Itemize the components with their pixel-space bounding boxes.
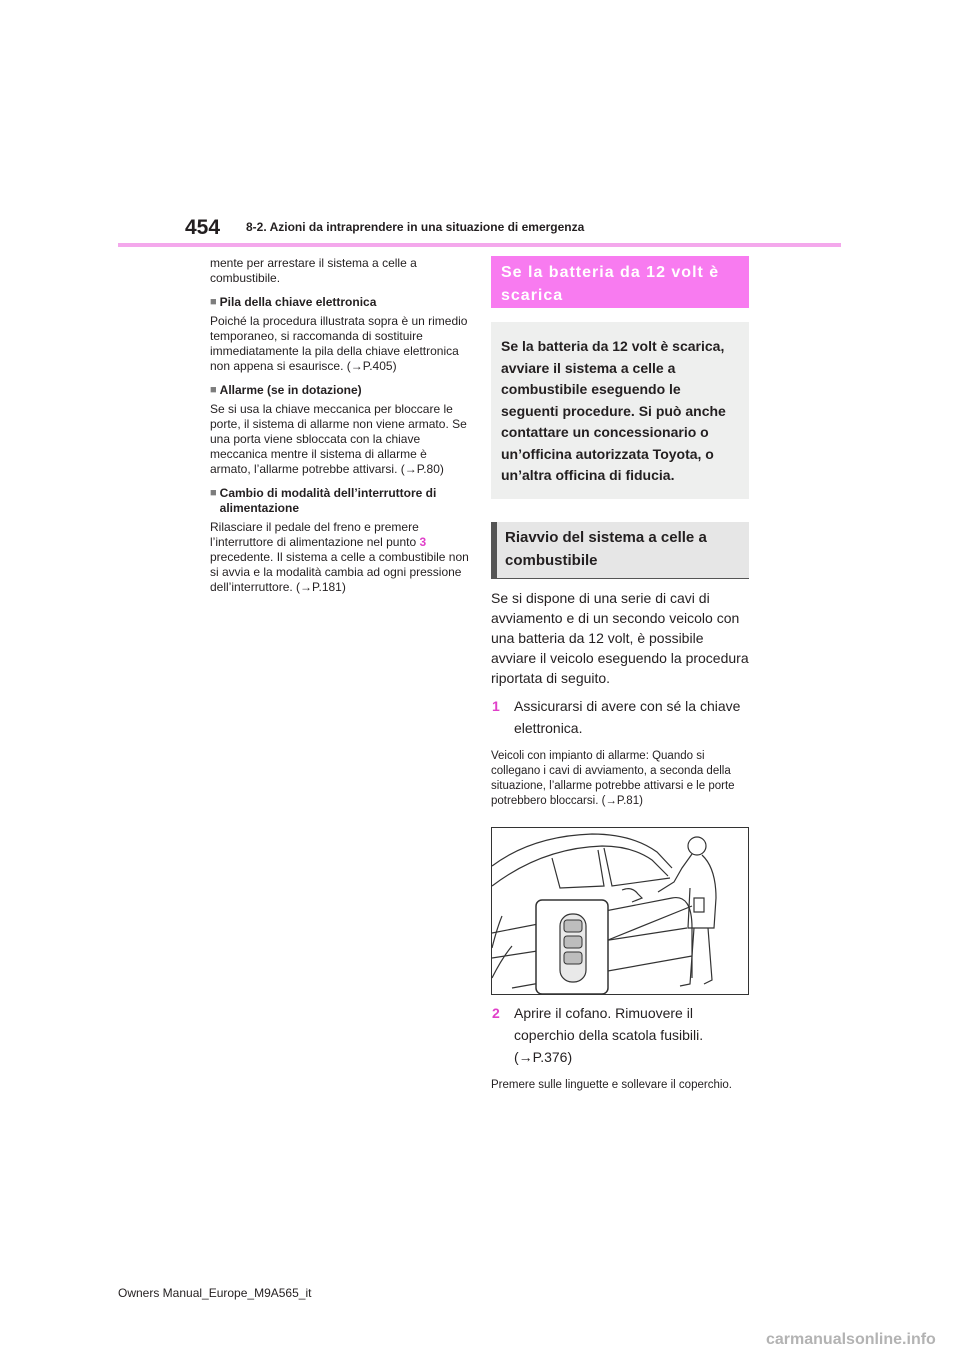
- step-1: [491, 695, 749, 739]
- section-banner: Se la batteria da 12 volt è scarica: [491, 256, 749, 308]
- subsection-body: Se si usa la chiave meccanica per bloccare le porte, il sistema di allarme non viene armato. Se una porta viene sbloccata con la chiave meccanica mentre il sistema di allarme è armato, l’allarme potrebbe attivarsi. (→P.80): [210, 402, 467, 476]
- illustration-figure: [491, 827, 749, 995]
- right-column: [491, 256, 749, 1093]
- step-2: [491, 1002, 749, 1068]
- subsection-title: Cambio di modalità dell’interruttore di alimentazione: [219, 486, 437, 515]
- square-bullet-icon: ■: [210, 487, 217, 499]
- subsection-heading: [210, 486, 470, 516]
- step-note: Veicoli con impianto di allarme: Quando si collegano i cavi di avviamento, a seconda della situazione, l’allarme potrebbe attivarsi e le porte potrebbero bloccarsi. (→P.81): [491, 749, 735, 807]
- subsection-heading: [210, 383, 470, 398]
- body-text: precedente. Il sistema a celle a combustibile non si avvia e la modalità cambia ad ogni pressione dell’interruttore. (→P.181): [210, 550, 469, 594]
- page-number: 454: [185, 216, 221, 239]
- watermark: carmanualsonline.info: [766, 1331, 936, 1348]
- step-text: Aprire il cofano. Rimuovere il coperchio della scatola fusibili. (→P.376): [514, 1004, 704, 1065]
- subsection-body: [210, 520, 470, 595]
- subsection-heading: [210, 295, 470, 310]
- chapter-title: 8-2. Azioni da intraprendere in una situazione di emergenza: [246, 220, 585, 234]
- footer-text: Owners Manual_Europe_M9A565_it: [118, 1286, 312, 1300]
- square-bullet-icon: ■: [210, 296, 217, 308]
- subsection-body: Poiché la procedura illustrata sopra è un rimedio temporaneo, si raccomanda di sostituire immediatamente la pila della chiave elettronica non appena si esaurisce. (→P.405): [210, 314, 468, 373]
- section-heading: Riavvio del sistema a celle a combustibile: [491, 522, 749, 579]
- step-text: Assicurarsi di avere con sé la chiave elettronica.: [514, 697, 741, 736]
- left-column: [210, 256, 470, 604]
- step-note: Premere sulle linguette e sollevare il coperchio.: [491, 1078, 732, 1091]
- person-at-car-door-illustration: [492, 828, 748, 994]
- step-number: 2: [492, 1004, 500, 1021]
- header-divider: [118, 243, 841, 247]
- procedure-intro: Se si dispone di una serie di cavi di avviamento e di un secondo veicolo con una batteria da 12 volt, è possibile avviare il veicolo eseguendo la procedura riportata di seguito.: [491, 589, 749, 686]
- info-box: Se la batteria da 12 volt è scarica, avviare il sistema a celle a combustibile eseguendo le seguenti procedure. Si può anche contattare un concessionario o un’officina autorizzata Toyota, o un’altra officina di fiducia.: [491, 322, 749, 499]
- subsection-title: Allarme (se in dotazione): [219, 383, 362, 397]
- square-bullet-icon: ■: [210, 384, 217, 396]
- step-reference: 3: [419, 535, 427, 549]
- body-text: Rilasciare il pedale del freno e premere l’interruttore di alimentazione nel punto: [210, 520, 419, 549]
- subsection-title: Pila della chiave elettronica: [219, 295, 377, 309]
- step-number: 1: [492, 697, 500, 714]
- intro-paragraph: mente per arrestare il sistema a celle a combustibile.: [210, 256, 417, 285]
